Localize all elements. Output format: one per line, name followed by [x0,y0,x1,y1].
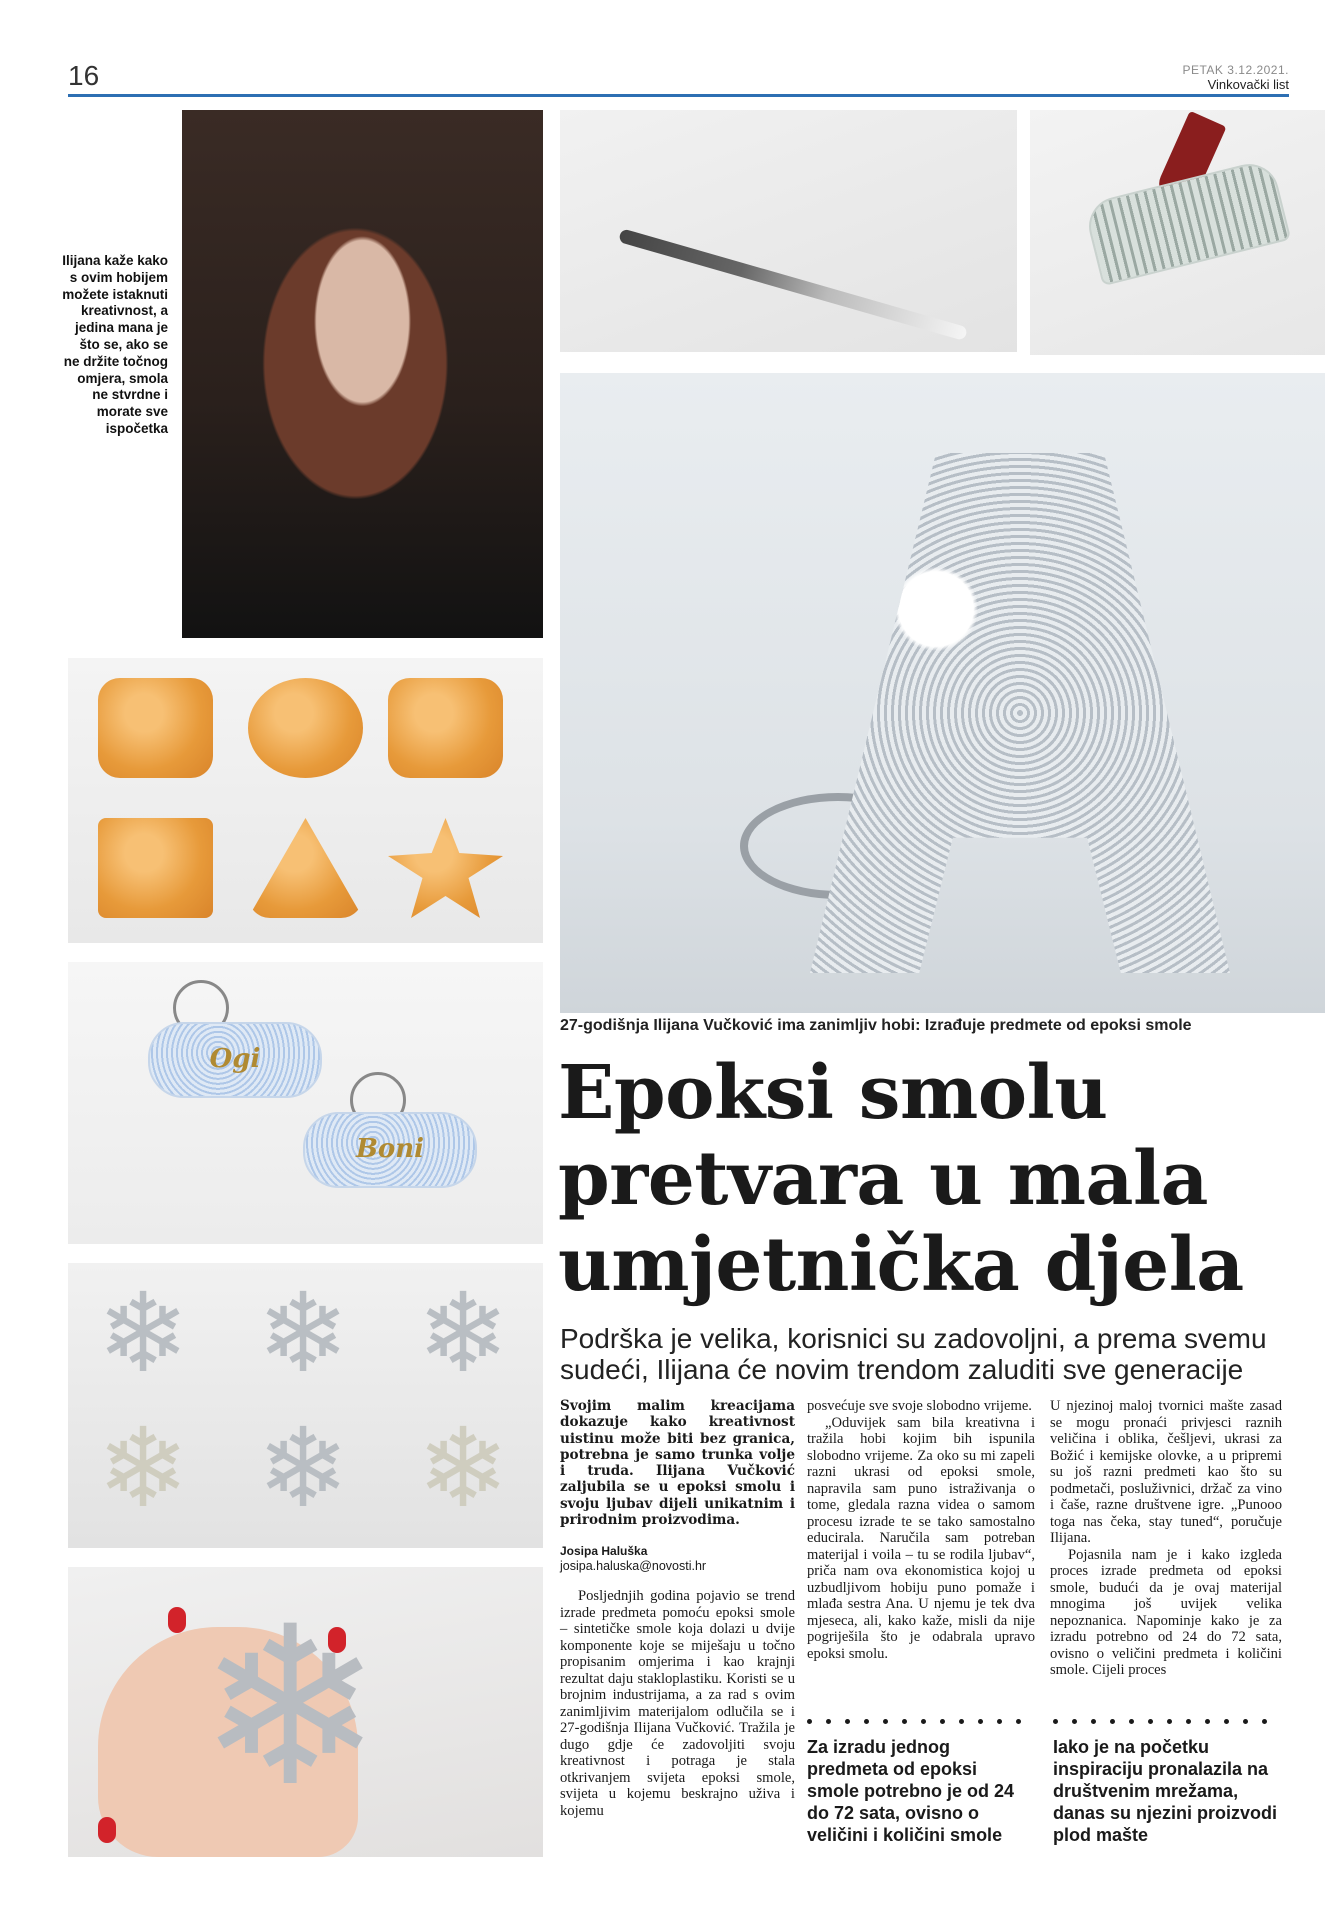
article-subhead: Podrška je velika, korisnici su zadovoljni, a prema svemu sudeći, Ilijana će novim trendom zaluditi sve generacije [560,1323,1267,1385]
glitter-letter-a [810,453,1230,973]
snowflake-6: ❄ [416,1404,510,1532]
comb-photo [1030,110,1325,355]
pullquote-divider-1 [807,1719,1035,1727]
page-header-info [1182,64,1289,93]
ornament-wreath [248,678,363,778]
article-column-1 [560,1398,795,1819]
body-paragraph: „Oduvijek sam bila kreativna i tražila hobi kojim bih ispunila slobodno vrijeme. Za oko su mi zapeli razni ukrasi od epoksi smole, napravila sam puno istraživanja o tome, gledala razna videa o samom procesu izrade te se tako samostalno educirala. Naručila sam potreban materijal i voila – tu se rodila ljubav“, priča nam ova ekonomistica kojoj u uzbudljivom hobiju puno pomaže i mlađa sestra Ana. U njemu je tek dva mjeseca, ali, kako kaže, misli da nije pogriješila što je odabrala upravo epoksi smolu. [807,1414,1035,1662]
nail [168,1607,186,1633]
ornament-star [388,818,503,918]
snowflake-large: ❄ [198,1579,383,1835]
snowflake-4: ❄ [96,1404,190,1532]
snowflake-1: ❄ [96,1269,190,1397]
headline-line-3: umjetnička djela [558,1222,1244,1308]
pullquote-1: Za izradu jednog predmeta od epoksi smole potrebno je od 24 do 72 sata, ovisno o veličini i količini smole [807,1737,1015,1845]
body-paragraph: Posljednjih godina pojavio se trend izrade predmeta pomoću epoksi smole – sintetičke smole koja dolazi u dvije komponente koje se miješaju u točno propisanim omjerima i kao krajnji rezultat daju stakloplastiku. Koristi se u brojnim industrijama, a za rad s ovim zanimljivim materijalom odlučila se i 27-godišnja Ilijana Vučković. Tražila je dugo gdje će zadovoljiti svoju kreativnost i potraga je stala otkrivanjem svijeta epoksi smole, svijeta u kojemu beskrajno uživa i kojemu [560,1588,795,1819]
portrait-photo [182,110,543,638]
issue-date: PETAK 3.12.2021. [1182,63,1289,77]
publication-name: Vinkovački list [1207,76,1289,92]
name-tags-photo [68,962,543,1244]
body-paragraph: posvećuje sve svoje slobodno vrijeme. [807,1398,1032,1414]
letter-keychain-photo [560,373,1325,1013]
body-paragraph: Pojasnila nam je i kako izgleda proces izrade predmeta od epoksi smole, budući da je ovaj materijal mnogima još uvijek velika nepoznanica. Napominje kako je za izradu potrebno od 24 do 72 sata, ovisno o veličini predmeta i količini smole. Cijeli proces [1050,1546,1282,1678]
header-rule [68,94,1289,97]
pullquote-divider-2 [1053,1719,1283,1727]
snowflake-2: ❄ [256,1269,350,1397]
nail [98,1817,116,1843]
ornament-gift [98,818,213,918]
article-column-2 [807,1398,1035,1662]
resin-pen [618,228,968,341]
photo-caption: Ilijana kaže kako s ovim hobijem možete istaknuti kreativnost, a jedina mana je što se, ako se ne držite točnog omjera, smola ne stvrdne i morate sve ispočetka [62,253,168,436]
snowflake-3: ❄ [416,1269,510,1397]
article-headline [558,1050,1326,1308]
article-lead: Svojim malim kreacijama dokazuje kako kreativnost uistinu može biti bez granica, potrebna je samo trunka volje i truda. Ilijana Vučković zaljubila se u epoksi smolu i svoju ljubav dijeli unikatnim i prirodnim proizvodima. [560,1398,795,1529]
bone-tag-1-label: Ogi [209,1044,261,1074]
bone-tag-2-label: Boni [355,1134,425,1164]
article-column-3 [1050,1398,1282,1679]
bone-tag-2 [303,1112,477,1188]
ornament-santa [98,678,213,778]
headline-line-2: pretvara u mala [558,1136,1209,1222]
page-number: 16 [68,60,100,91]
pen-photo [560,110,1017,352]
article-kicker: 27-godišnja Ilijana Vučković ima zanimljiv hobi: Izrađuje predmete od epoksi smole [560,1017,1192,1034]
headline-line-1: Epoksi smolu [558,1050,1108,1136]
orange-ornaments-photo [68,658,543,943]
author-name: Josipa Haluška [560,1544,648,1559]
snowflake-5: ❄ [256,1404,350,1532]
ornament-reindeer [388,678,503,778]
pullquote-2: Iako je na početku inspiraciju pronalazila na društvenim mrežama, danas su njezini proizvodi plod mašte [1053,1737,1278,1845]
bone-tag-1 [148,1022,322,1098]
body-paragraph: U njezinoj maloj tvornici mašte zasad se mogu pronaći privjesci raznih veličina i oblika, češljevi, ukrasi za Božić i kemijske olovke, a u pripremi su još razni predmeti kao što su podmetači, posluživnici, držač za vino i čaše, razne društvene igre. „Punooo toga nas čeka, stay tuned“, poručuje Ilijana. [1050,1398,1282,1546]
author-email: josipa.haluska@novosti.hr [560,1559,707,1574]
ornament-tree [248,818,363,918]
snowflakes-photo [68,1263,543,1548]
hand-snowflake-photo [68,1567,543,1857]
